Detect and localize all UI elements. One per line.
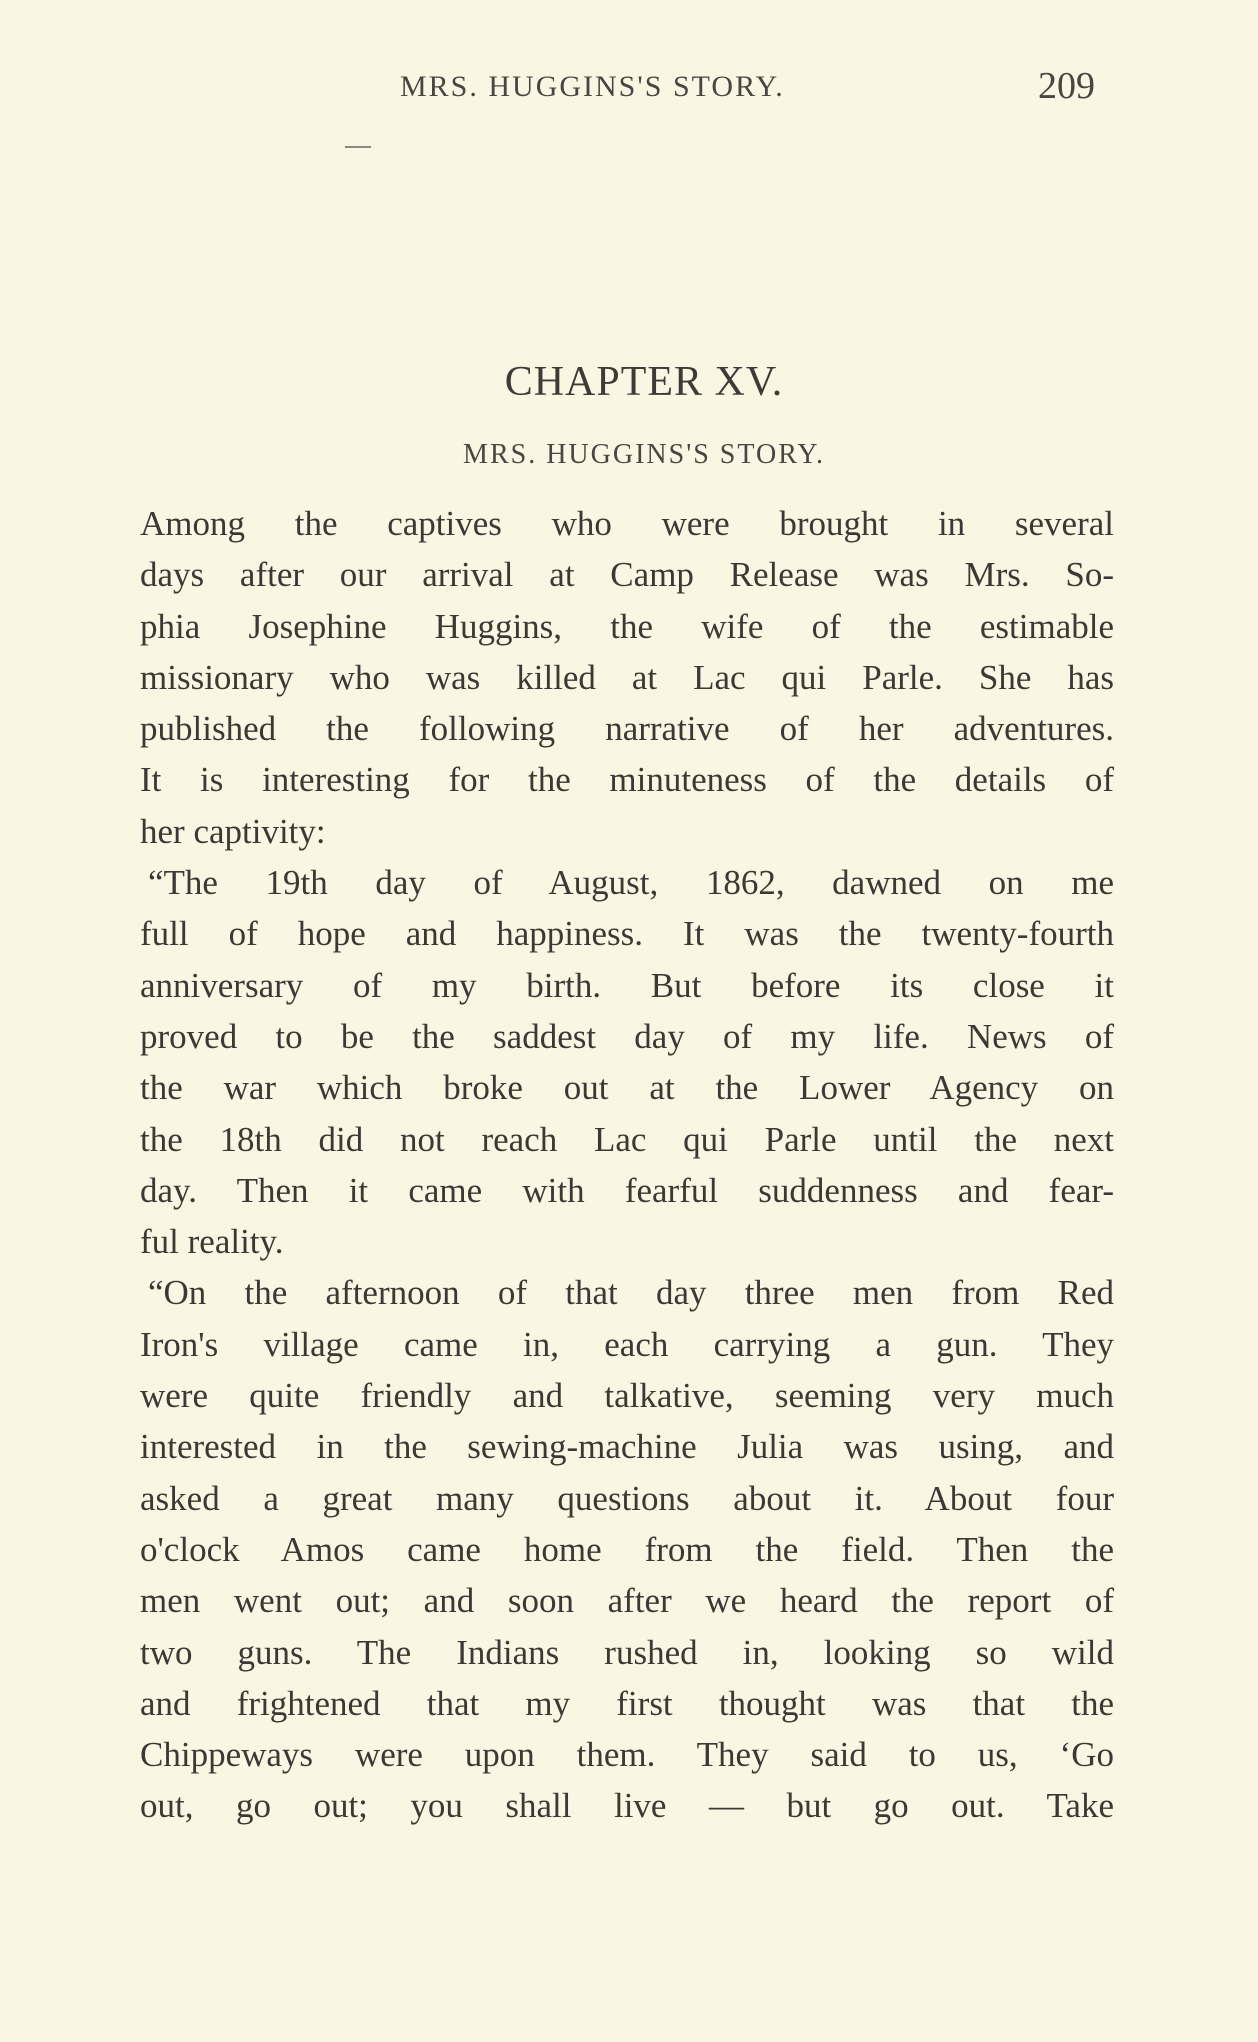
text-line: anniversary of my birth. But before its close it (140, 965, 1114, 1005)
chapter-title: CHAPTER XV. (504, 359, 784, 405)
text-line: o'clock Amos came home from the field. Then the (140, 1529, 1114, 1569)
text-line: Among the captives who were brought in several (140, 504, 1114, 543)
text-line: the 18th did not reach Lac qui Parle until the next (140, 1119, 1114, 1159)
chapter-subtitle: MRS. HUGGINS'S STORY. (463, 439, 825, 470)
text-line: full of hope and happiness. It was the twenty-fourth (140, 914, 1114, 954)
text-line: published the following narrative of her adventures. (140, 709, 1114, 749)
text-line: ful reality. (140, 1222, 284, 1262)
page-number: 209 (1038, 65, 1095, 107)
running-head: MRS. HUGGINS'S STORY. (400, 70, 785, 103)
text-line: Chippeways were upon them. They said to us, ‘Go (140, 1735, 1114, 1775)
text-line: proved to be the saddest day of my life. News of (140, 1016, 1114, 1056)
text-line: day. Then it came with fearful suddenness and fear- (140, 1170, 1114, 1210)
text-line: and frightened that my first thought was that the (140, 1683, 1114, 1723)
text-line: asked a great many questions about it. About four (140, 1478, 1114, 1518)
text-line: were quite friendly and talkative, seeming very much (140, 1376, 1114, 1416)
text-line: interested in the sewing-machine Julia was using, and (140, 1427, 1114, 1467)
text-line: out, go out; you shall live — but go out. Take (140, 1786, 1114, 1826)
text-line: the war which broke out at the Lower Agency on (140, 1068, 1114, 1108)
text-line: two guns. The Indians rushed in, looking so wild (140, 1632, 1114, 1672)
text-line: It is interesting for the minuteness of the details of (140, 760, 1114, 800)
text-line: “The 19th day of August, 1862, dawned on me (148, 863, 1114, 903)
text-line: “On the afternoon of that day three men from Red (148, 1273, 1114, 1313)
ink-dash-mark (345, 146, 371, 148)
text-line: days after our arrival at Camp Release was Mrs. So- (140, 555, 1114, 595)
text-line: missionary who was killed at Lac qui Parle. She has (140, 657, 1114, 697)
text-line: her captivity: (140, 811, 326, 851)
text-line: phia Josephine Huggins, the wife of the estimable (140, 606, 1114, 646)
body-text (140, 498, 1114, 1832)
text-line: Iron's village came in, each carrying a gun. They (140, 1324, 1114, 1364)
text-line: men went out; and soon after we heard the report of (140, 1581, 1114, 1621)
